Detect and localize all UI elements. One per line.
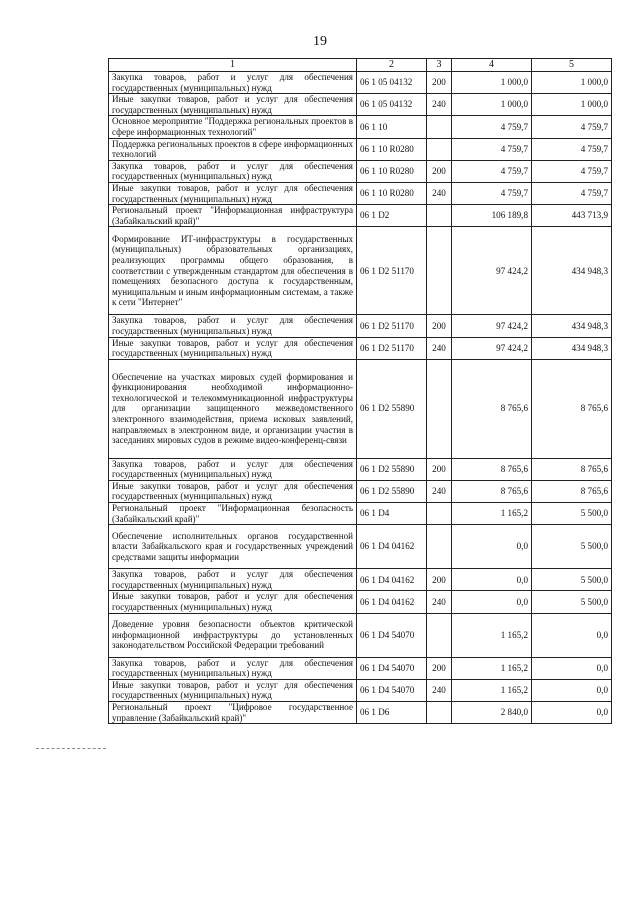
column-header-amount-2: 5 <box>532 59 612 72</box>
row-amount-1-cell: 106 189,8 <box>452 205 532 227</box>
table-row <box>109 613 612 657</box>
row-name-cell: Закупка товаров, работ и услуг для обеспечения государственных (муниципальных) нужд <box>109 315 357 337</box>
row-name-cell: Закупка товаров, работ и услуг для обеспечения государственных (муниципальных) нужд <box>109 657 357 679</box>
row-expense-type-cell <box>427 359 452 458</box>
table-row <box>109 94 612 116</box>
table-row <box>109 160 612 182</box>
row-expense-type-cell: 240 <box>427 679 452 701</box>
row-code-cell: 06 1 10 R0280 <box>357 160 427 182</box>
table-row <box>109 503 612 525</box>
row-expense-type-cell <box>427 205 452 227</box>
row-amount-2-cell: 443 713,9 <box>532 205 612 227</box>
row-expense-type-cell: 240 <box>427 182 452 204</box>
row-amount-1-cell: 97 424,2 <box>452 337 532 359</box>
row-expense-type-cell <box>427 116 452 138</box>
budget-table <box>108 58 612 724</box>
row-amount-1-cell: 0,0 <box>452 591 532 613</box>
row-amount-2-cell: 4 759,7 <box>532 138 612 160</box>
row-amount-1-cell: 1 000,0 <box>452 72 532 94</box>
row-code-cell: 06 1 D2 55890 <box>357 458 427 480</box>
row-amount-1-cell: 4 759,7 <box>452 182 532 204</box>
row-name-cell: Региональный проект "Цифровое государственное управление (Забайкальский край)" <box>109 702 357 724</box>
row-amount-2-cell: 434 948,3 <box>532 337 612 359</box>
table-row <box>109 72 612 94</box>
row-amount-2-cell: 5 500,0 <box>532 591 612 613</box>
row-expense-type-cell: 240 <box>427 591 452 613</box>
column-header-expense-type: 3 <box>427 59 452 72</box>
row-expense-type-cell: 200 <box>427 458 452 480</box>
row-expense-type-cell: 200 <box>427 315 452 337</box>
row-name-cell: Иные закупки товаров, работ и услуг для обеспечения государственных (муниципальных) нужд <box>109 337 357 359</box>
row-name-cell: Поддержка региональных проектов в сфере информационных технологий <box>109 138 357 160</box>
row-amount-2-cell: 0,0 <box>532 702 612 724</box>
table-row <box>109 138 612 160</box>
row-expense-type-cell: 240 <box>427 94 452 116</box>
row-name-cell: Иные закупки товаров, работ и услуг для обеспечения государственных (муниципальных) нужд <box>109 480 357 502</box>
row-amount-1-cell: 8 765,6 <box>452 458 532 480</box>
row-amount-1-cell: 4 759,7 <box>452 160 532 182</box>
row-name-cell: Обеспечение на участках мировых судей формирования и функционирования необходимой информационно-технологической и телекоммуникационной инфраструктуры для организации защищенного межведомственного электронного взаимодействия, приема исковых заявлений, направляемых в электронном виде, и организации участия в заседаниях мировых судов в режиме видео-конференц-связи <box>109 359 357 458</box>
page-number: 19 <box>313 34 327 49</box>
row-code-cell: 06 1 D2 51170 <box>357 315 427 337</box>
row-amount-2-cell: 4 759,7 <box>532 160 612 182</box>
row-code-cell: 06 1 10 R0280 <box>357 138 427 160</box>
row-expense-type-cell <box>427 525 452 569</box>
row-name-cell: Региональный проект "Информационная безопасность (Забайкальский край)" <box>109 503 357 525</box>
row-amount-1-cell: 1 000,0 <box>452 94 532 116</box>
table-row <box>109 679 612 701</box>
row-code-cell: 06 1 D6 <box>357 702 427 724</box>
row-amount-1-cell: 97 424,2 <box>452 315 532 337</box>
row-code-cell: 06 1 D4 54070 <box>357 657 427 679</box>
row-amount-2-cell: 0,0 <box>532 657 612 679</box>
table-row <box>109 116 612 138</box>
row-amount-2-cell: 1 000,0 <box>532 72 612 94</box>
row-name-cell: Иные закупки товаров, работ и услуг для обеспечения государственных (муниципальных) нужд <box>109 679 357 701</box>
row-amount-2-cell: 1 000,0 <box>532 94 612 116</box>
row-expense-type-cell: 240 <box>427 480 452 502</box>
column-header-amount-1: 4 <box>452 59 532 72</box>
row-amount-1-cell: 97 424,2 <box>452 227 532 315</box>
row-name-cell: Закупка товаров, работ и услуг для обеспечения государственных (муниципальных) нужд <box>109 160 357 182</box>
row-expense-type-cell <box>427 503 452 525</box>
row-expense-type-cell <box>427 227 452 315</box>
row-code-cell: 06 1 D4 04162 <box>357 525 427 569</box>
table-row <box>109 657 612 679</box>
row-amount-2-cell: 0,0 <box>532 613 612 657</box>
row-code-cell: 06 1 05 04132 <box>357 72 427 94</box>
row-name-cell: Закупка товаров, работ и услуг для обеспечения государственных (муниципальных) нужд <box>109 72 357 94</box>
row-amount-1-cell: 4 759,7 <box>452 138 532 160</box>
row-amount-1-cell: 1 165,2 <box>452 679 532 701</box>
table-row <box>109 458 612 480</box>
row-expense-type-cell <box>427 702 452 724</box>
column-header-code: 2 <box>357 59 427 72</box>
table-row <box>109 702 612 724</box>
row-amount-2-cell: 4 759,7 <box>532 182 612 204</box>
table-row <box>109 315 612 337</box>
row-name-cell: Формирование ИТ-инфраструктуры в государственных (муниципальных) образовательных организациях, реализующих программы общего образования, в соответствии с утвержденным стандартом для обеспечения в помещениях безопасного доступа к государственным, муниципальным и иным информационным системам, а также к сети "Интернет" <box>109 227 357 315</box>
row-name-cell: Закупка товаров, работ и услуг для обеспечения государственных (муниципальных) нужд <box>109 458 357 480</box>
row-expense-type-cell: 200 <box>427 160 452 182</box>
row-amount-1-cell: 8 765,6 <box>452 480 532 502</box>
row-expense-type-cell: 200 <box>427 72 452 94</box>
row-name-cell: Основное мероприятие "Поддержка региональных проектов в сфере информационных технологий" <box>109 116 357 138</box>
row-name-cell: Закупка товаров, работ и услуг для обеспечения государственных (муниципальных) нужд <box>109 569 357 591</box>
row-amount-1-cell: 0,0 <box>452 525 532 569</box>
row-expense-type-cell: 200 <box>427 569 452 591</box>
row-code-cell: 06 1 D4 54070 <box>357 613 427 657</box>
row-amount-1-cell: 4 759,7 <box>452 116 532 138</box>
row-name-cell: Обеспечение исполнительных органов государственной власти Забайкальского края и государственных учреждений средствами защиты информации <box>109 525 357 569</box>
row-expense-type-cell: 240 <box>427 337 452 359</box>
table-row <box>109 569 612 591</box>
row-amount-1-cell: 2 840,0 <box>452 702 532 724</box>
row-code-cell: 06 1 D2 55890 <box>357 359 427 458</box>
row-amount-2-cell: 5 500,0 <box>532 503 612 525</box>
row-amount-2-cell: 8 765,6 <box>532 458 612 480</box>
row-amount-2-cell: 8 765,6 <box>532 359 612 458</box>
row-amount-2-cell: 434 948,3 <box>532 227 612 315</box>
table-row <box>109 591 612 613</box>
scan-artifact-line <box>36 748 106 749</box>
row-code-cell: 06 1 D2 <box>357 205 427 227</box>
row-amount-1-cell: 1 165,2 <box>452 503 532 525</box>
row-code-cell: 06 1 10 R0280 <box>357 182 427 204</box>
table-row <box>109 205 612 227</box>
row-amount-1-cell: 1 165,2 <box>452 613 532 657</box>
table-row <box>109 182 612 204</box>
row-amount-1-cell: 1 165,2 <box>452 657 532 679</box>
table-body <box>109 72 612 724</box>
column-header-name: 1 <box>109 59 357 72</box>
row-code-cell: 06 1 D2 55890 <box>357 480 427 502</box>
row-code-cell: 06 1 D2 51170 <box>357 227 427 315</box>
row-amount-2-cell: 434 948,3 <box>532 315 612 337</box>
table-row <box>109 359 612 458</box>
row-name-cell: Доведение уровня безопасности объектов критической информационной инфраструктуры до установленных законодательством Российской Федерации требований <box>109 613 357 657</box>
table-row <box>109 227 612 315</box>
row-amount-2-cell: 8 765,6 <box>532 480 612 502</box>
row-code-cell: 06 1 D4 <box>357 503 427 525</box>
row-name-cell: Иные закупки товаров, работ и услуг для обеспечения государственных (муниципальных) нужд <box>109 94 357 116</box>
table-row <box>109 337 612 359</box>
row-name-cell: Иные закупки товаров, работ и услуг для обеспечения государственных (муниципальных) нужд <box>109 591 357 613</box>
row-expense-type-cell <box>427 613 452 657</box>
row-amount-1-cell: 8 765,6 <box>452 359 532 458</box>
row-expense-type-cell: 200 <box>427 657 452 679</box>
row-name-cell: Иные закупки товаров, работ и услуг для обеспечения государственных (муниципальных) нужд <box>109 182 357 204</box>
row-code-cell: 06 1 D4 54070 <box>357 679 427 701</box>
row-amount-2-cell: 5 500,0 <box>532 525 612 569</box>
row-expense-type-cell <box>427 138 452 160</box>
row-code-cell: 06 1 D4 04162 <box>357 569 427 591</box>
row-amount-2-cell: 5 500,0 <box>532 569 612 591</box>
row-amount-2-cell: 0,0 <box>532 679 612 701</box>
row-code-cell: 06 1 D2 51170 <box>357 337 427 359</box>
row-amount-1-cell: 0,0 <box>452 569 532 591</box>
row-code-cell: 06 1 D4 04162 <box>357 591 427 613</box>
table-header-row <box>109 59 612 72</box>
row-name-cell: Региональный проект "Информационная инфраструктура (Забайкальский край)" <box>109 205 357 227</box>
table-row <box>109 525 612 569</box>
row-code-cell: 06 1 05 04132 <box>357 94 427 116</box>
table-row <box>109 480 612 502</box>
row-amount-2-cell: 4 759,7 <box>532 116 612 138</box>
row-code-cell: 06 1 10 <box>357 116 427 138</box>
